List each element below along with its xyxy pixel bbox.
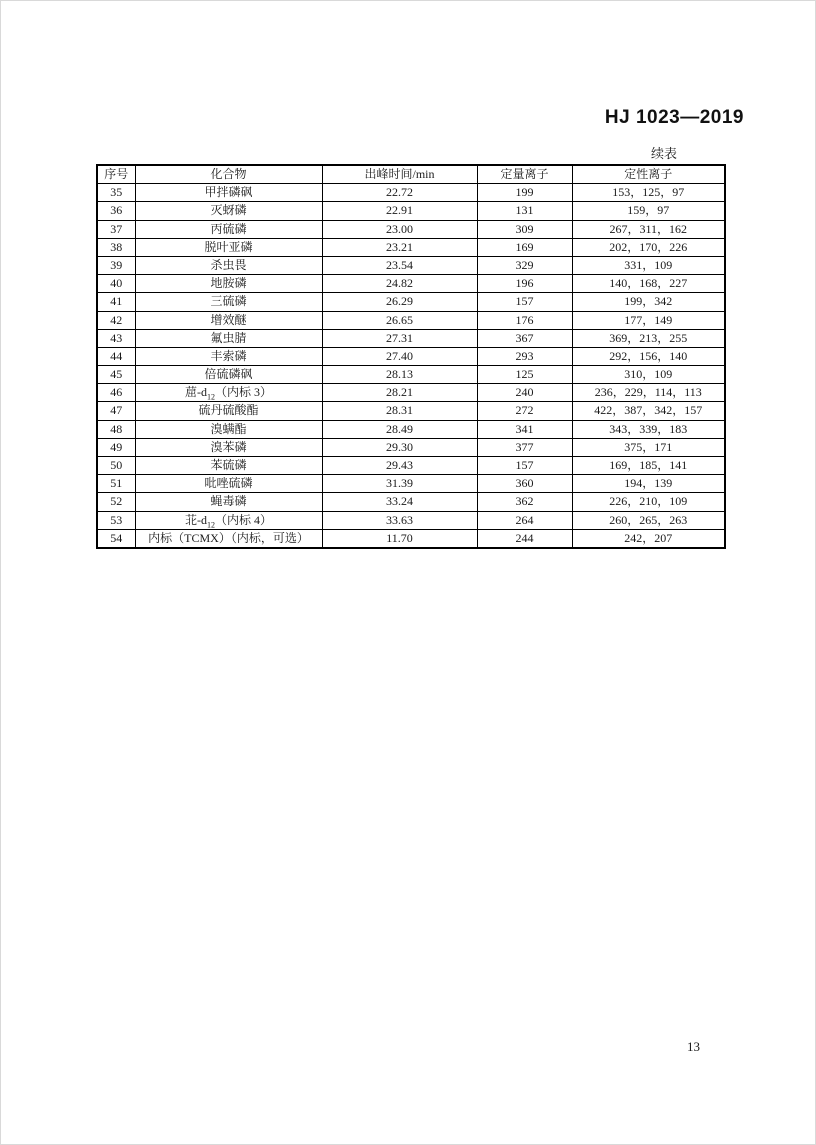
- cell-index: 46: [97, 384, 135, 402]
- cell-index: 38: [97, 238, 135, 256]
- doc-number: HJ 1023—2019: [604, 107, 744, 128]
- cell-quant-ion: 329: [477, 256, 572, 274]
- cell-compound: 增效醚: [135, 311, 322, 329]
- cell-qual-ion: 202，170，226: [572, 238, 725, 256]
- cell-qual-ion: 177，149: [572, 311, 725, 329]
- cell-retention-time: 22.91: [322, 202, 477, 220]
- cell-index: 36: [97, 202, 135, 220]
- cell-qual-ion: 422，387，342，157: [572, 402, 725, 420]
- cell-compound: 苯硫磷: [135, 457, 322, 475]
- cell-quant-ion: 240: [477, 384, 572, 402]
- cell-retention-time: 33.24: [322, 493, 477, 511]
- cell-retention-time: 22.72: [322, 184, 477, 202]
- cell-quant-ion: 293: [477, 347, 572, 365]
- cell-compound: 倍硫磷砜: [135, 366, 322, 384]
- cell-compound: 甲拌磷砜: [135, 184, 322, 202]
- cell-retention-time: 29.30: [322, 438, 477, 456]
- cell-compound: 丙硫磷: [135, 220, 322, 238]
- compound-name-sub: 12: [206, 519, 215, 529]
- cell-quant-ion: 367: [477, 329, 572, 347]
- col-header-qual-ion: 定性离子: [572, 165, 725, 184]
- cell-retention-time: 28.31: [322, 402, 477, 420]
- cell-index: 40: [97, 275, 135, 293]
- cell-quant-ion: 377: [477, 438, 572, 456]
- cell-quant-ion: 244: [477, 529, 572, 548]
- table-row: [97, 238, 725, 256]
- cell-compound: 杀虫畏: [135, 256, 322, 274]
- cell-index: 51: [97, 475, 135, 493]
- cell-quant-ion: 360: [477, 475, 572, 493]
- compound-ion-table: [96, 164, 726, 549]
- cell-retention-time: 28.13: [322, 366, 477, 384]
- cell-compound: 内标（TCMX）（内标，可选）: [135, 529, 322, 548]
- cell-retention-time: 28.49: [322, 420, 477, 438]
- cell-index: 43: [97, 329, 135, 347]
- table-row: [97, 511, 725, 529]
- table-row: [97, 475, 725, 493]
- cell-retention-time: 26.29: [322, 293, 477, 311]
- cell-quant-ion: 272: [477, 402, 572, 420]
- cell-index: 47: [97, 402, 135, 420]
- table-row: [97, 275, 725, 293]
- cell-quant-ion: 125: [477, 366, 572, 384]
- cell-qual-ion: 226，210，109: [572, 493, 725, 511]
- cell-index: 50: [97, 457, 135, 475]
- col-header-index: 序号: [97, 165, 135, 184]
- cell-compound: [135, 511, 322, 529]
- compound-name-post: （内标 4）: [214, 512, 272, 527]
- cell-quant-ion: 362: [477, 493, 572, 511]
- table-row: [97, 202, 725, 220]
- cell-quant-ion: 341: [477, 420, 572, 438]
- cell-qual-ion: 242，207: [572, 529, 725, 548]
- cell-qual-ion: 159，97: [572, 202, 725, 220]
- cell-compound: [135, 384, 322, 402]
- cell-qual-ion: 140，168，227: [572, 275, 725, 293]
- cell-compound: 溴苯磷: [135, 438, 322, 456]
- cell-retention-time: 26.65: [322, 311, 477, 329]
- cell-qual-ion: 331，109: [572, 256, 725, 274]
- cell-retention-time: 23.54: [322, 256, 477, 274]
- cell-retention-time: 27.31: [322, 329, 477, 347]
- continued-table-label: 续表: [650, 146, 677, 161]
- table-row: [97, 420, 725, 438]
- cell-qual-ion: 169，185，141: [572, 457, 725, 475]
- cell-index: 41: [97, 293, 135, 311]
- cell-quant-ion: 264: [477, 511, 572, 529]
- table-row: [97, 384, 725, 402]
- table-row: [97, 220, 725, 238]
- cell-qual-ion: 292，156，140: [572, 347, 725, 365]
- table-header-row: [97, 165, 725, 184]
- cell-qual-ion: 310，109: [572, 366, 725, 384]
- cell-qual-ion: 194，139: [572, 475, 725, 493]
- cell-index: 42: [97, 311, 135, 329]
- cell-retention-time: 11.70: [322, 529, 477, 548]
- cell-quant-ion: 131: [477, 202, 572, 220]
- table-row: [97, 329, 725, 347]
- cell-index: 35: [97, 184, 135, 202]
- cell-index: 45: [97, 366, 135, 384]
- cell-retention-time: 23.21: [322, 238, 477, 256]
- table-row: [97, 402, 725, 420]
- cell-retention-time: 33.63: [322, 511, 477, 529]
- cell-quant-ion: 169: [477, 238, 572, 256]
- cell-index: 48: [97, 420, 135, 438]
- table-row: [97, 529, 725, 548]
- cell-qual-ion: 375，171: [572, 438, 725, 456]
- cell-retention-time: 27.40: [322, 347, 477, 365]
- cell-quant-ion: 196: [477, 275, 572, 293]
- cell-qual-ion: 369，213，255: [572, 329, 725, 347]
- cell-compound: 蝇毒磷: [135, 493, 322, 511]
- compound-name-pre: 苝-d: [184, 512, 207, 527]
- cell-index: 53: [97, 511, 135, 529]
- cell-retention-time: 31.39: [322, 475, 477, 493]
- cell-index: 52: [97, 493, 135, 511]
- cell-qual-ion: 236，229，114，113: [572, 384, 725, 402]
- col-header-quant-ion: 定量离子: [477, 165, 572, 184]
- table-row: [97, 184, 725, 202]
- cell-compound: 灭蚜磷: [135, 202, 322, 220]
- cell-compound: 地胺磷: [135, 275, 322, 293]
- cell-index: 54: [97, 529, 135, 548]
- table-row: [97, 457, 725, 475]
- cell-quant-ion: 157: [477, 293, 572, 311]
- cell-retention-time: 29.43: [322, 457, 477, 475]
- cell-retention-time: 28.21: [322, 384, 477, 402]
- cell-retention-time: 24.82: [322, 275, 477, 293]
- compound-name-post: （内标 3）: [214, 385, 272, 400]
- col-header-retention-time: 出峰时间/min: [322, 165, 477, 184]
- table-row: [97, 366, 725, 384]
- compound-name-pre: 䓛-d: [184, 385, 207, 400]
- table-row: [97, 493, 725, 511]
- cell-qual-ion: 267，311，162: [572, 220, 725, 238]
- cell-qual-ion: 199，342: [572, 293, 725, 311]
- cell-quant-ion: 309: [477, 220, 572, 238]
- cell-retention-time: 23.00: [322, 220, 477, 238]
- cell-qual-ion: 153，125，97: [572, 184, 725, 202]
- table-row: [97, 347, 725, 365]
- cell-compound: 脱叶亚磷: [135, 238, 322, 256]
- cell-index: 44: [97, 347, 135, 365]
- col-header-compound: 化合物: [135, 165, 322, 184]
- cell-compound: 吡唑硫磷: [135, 475, 322, 493]
- table-row: [97, 293, 725, 311]
- compound-name-sub: 12: [206, 392, 215, 402]
- cell-index: 39: [97, 256, 135, 274]
- page-number: 13: [687, 1039, 700, 1054]
- cell-quant-ion: 199: [477, 184, 572, 202]
- cell-quant-ion: 157: [477, 457, 572, 475]
- cell-compound: 三硫磷: [135, 293, 322, 311]
- table-row: [97, 311, 725, 329]
- cell-compound: 溴螨酯: [135, 420, 322, 438]
- cell-compound: 氟虫腈: [135, 329, 322, 347]
- cell-compound: 丰索磷: [135, 347, 322, 365]
- cell-qual-ion: 343，339，183: [572, 420, 725, 438]
- cell-index: 49: [97, 438, 135, 456]
- cell-qual-ion: 260，265，263: [572, 511, 725, 529]
- table-row: [97, 256, 725, 274]
- cell-compound: 硫丹硫酸酯: [135, 402, 322, 420]
- cell-quant-ion: 176: [477, 311, 572, 329]
- table-row: [97, 438, 725, 456]
- cell-index: 37: [97, 220, 135, 238]
